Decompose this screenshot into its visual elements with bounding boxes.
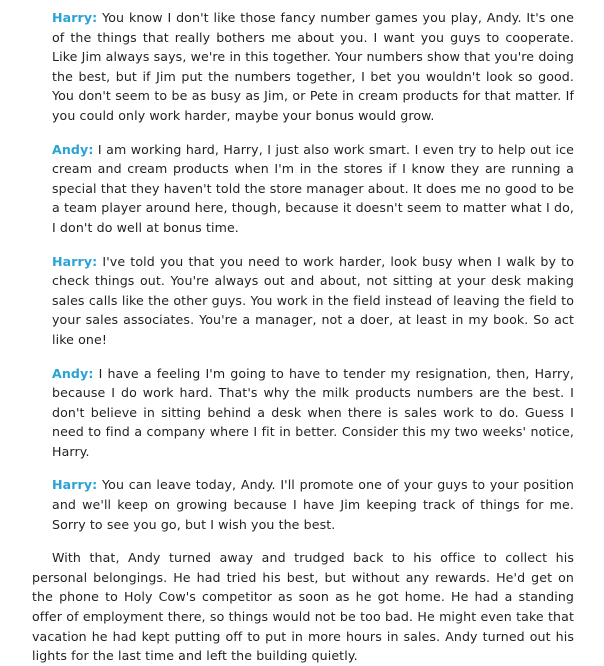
speaker-label: Harry bbox=[52, 10, 93, 25]
paragraph-text: I am working hard, Harry, I just also work smart. I even try to help out ice cream and cream products when I'm in the stores if I know they are running a special that they haven't told the store manager about. It does me no good to be a team player around here, though, because it doesn't seem to matter what I do, I don't do well at bonus time. bbox=[52, 141, 574, 235]
dialogue-paragraph bbox=[32, 364, 574, 462]
narrative-paragraph bbox=[32, 548, 574, 666]
speaker-separator: : bbox=[88, 365, 94, 381]
speaker-label: Harry bbox=[52, 477, 93, 493]
speaker-separator: : bbox=[92, 253, 98, 269]
dialogue-paragraph bbox=[32, 140, 574, 238]
dialogue-paragraph bbox=[32, 252, 574, 350]
paragraph-text: I've told you that you need to work harder, look busy when I walk by to check things out. You're always out and about, not sitting at your desk making sales calls like the other guys. You work in the field instead of leaving the field to your sales associates. You're a manager, not a doer, at least in my book. So act like one! bbox=[52, 253, 574, 347]
paragraph-text: You know I don't like those fancy number games you play, Andy. It's one of the things that really bothers me about you. I want you guys to cooperate. Like Jim always says, we're in this together. Your numbers show that you're doing the best, but if Jim put the numbers together, I bet you wouldn't look so good. You don't seem to be as busy as Jim, or Pete in cream products for that matter. If you could only work harder, maybe your bonus would grow. bbox=[52, 10, 574, 123]
speaker-separator: : bbox=[88, 141, 94, 157]
dialogue-paragraph bbox=[32, 475, 574, 534]
speaker-label: Andy bbox=[52, 365, 89, 381]
speaker-separator: : bbox=[92, 477, 98, 493]
dialogue-paragraph bbox=[32, 8, 574, 126]
paragraph-text: You can leave today, Andy. I'll promote one of your guys to your position and we'll keep on growing because I have Jim keeping track of things for me. Sorry to see you go, but I wish you the best. bbox=[52, 477, 574, 532]
speaker-label: Harry bbox=[52, 253, 93, 269]
speaker-separator: : bbox=[92, 10, 98, 25]
paragraph-text: With that, Andy turned away and trudged back to his office to collect his personal belongings. He had tried his best, but without any rewards. He'd get on the phone to Holy Cow's competitor as soon as he got home. He had a standing offer of employment there, so things would not be too bad. He might even take that vacation he had kept putting off to put in more hours in sales. Andy turned out his lights for the last time and left the building quietly. bbox=[32, 550, 574, 664]
speaker-label: Andy bbox=[52, 141, 89, 157]
paragraph-text: I have a feeling I'm going to have to tender my resignation, then, Harry, because I do work hard. That's why the milk products numbers are the best. I don't believe in sitting behind a desk when there is sales work to do. Guess I need to find a company where I fit in better. Consider this my two weeks' notice, Harry. bbox=[52, 365, 574, 459]
